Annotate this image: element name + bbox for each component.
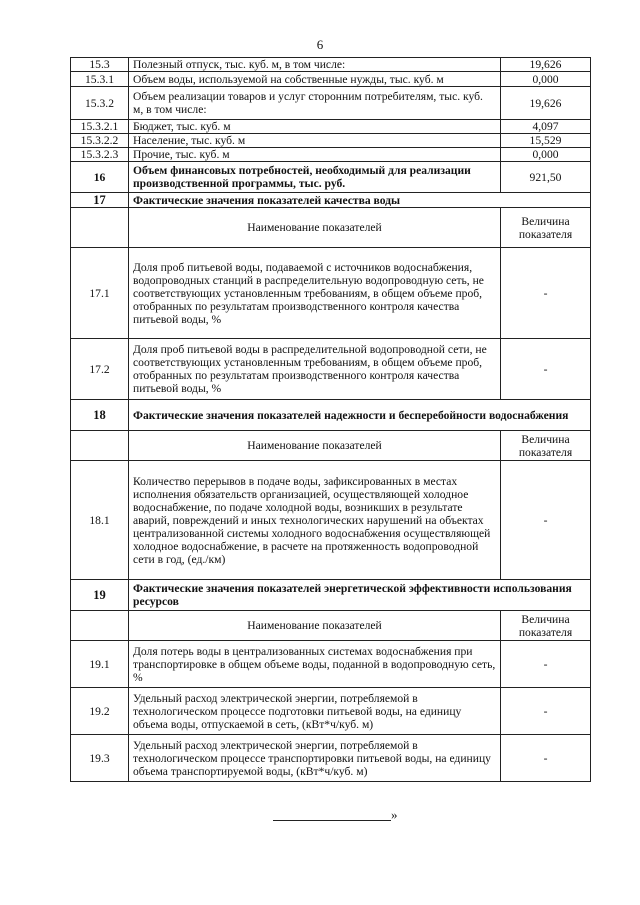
row-value: - xyxy=(501,688,591,735)
row-description: Объем реализации товаров и услуг сторонним потребителям, тыс. куб. м, в том числе: xyxy=(129,87,501,120)
closing-underline xyxy=(273,810,391,821)
row-number: 17.2 xyxy=(71,339,129,400)
header-value-label: Величина показателя xyxy=(501,208,591,248)
row-description: Доля проб питьевой воды в распределительной водопроводной сети, не соответствующих установленным требованиям, в общем объеме проб, отобранных по результатам производственного контроля качества питьевой воды, % xyxy=(129,339,501,400)
section-title: Фактические значения показателей качества воды xyxy=(129,193,591,208)
table-row xyxy=(71,735,591,782)
header-value-label: Величина показателя xyxy=(501,431,591,461)
header-spacer xyxy=(71,208,129,248)
table-row xyxy=(71,461,591,580)
table-row xyxy=(71,120,591,134)
header-spacer xyxy=(71,431,129,461)
row-value: 4,097 xyxy=(501,120,591,134)
section-title: Фактические значения показателей надежности и бесперебойности водоснабжения xyxy=(129,400,591,431)
table-row xyxy=(71,58,591,72)
column-header-row xyxy=(71,208,591,248)
row-description: Удельный расход электрической энергии, потребляемой в технологическом процессе подготовки питьевой воды, на единицу объема воды, отпускаемой в сеть, (кВт*ч/куб. м) xyxy=(129,688,501,735)
row-description: Удельный расход электрической энергии, потребляемой в технологическом процессе транспортировки питьевой воды, на единицу объема транспортируемой воды, (кВт*ч/куб. м) xyxy=(129,735,501,782)
section-row xyxy=(71,193,591,208)
row-number: 17.1 xyxy=(71,248,129,339)
row-value: - xyxy=(501,735,591,782)
row-description: Доля потерь воды в централизованных системах водоснабжения при транспортировке в общем объеме воды, поданной в водопроводную сеть, % xyxy=(129,641,501,688)
table-row xyxy=(71,134,591,148)
column-header-row xyxy=(71,431,591,461)
header-name-label: Наименование показателей xyxy=(129,208,501,248)
section-title: Фактические значения показателей энергетической эффективности использования ресурсов xyxy=(129,580,591,611)
row-value: - xyxy=(501,641,591,688)
row-number: 19.1 xyxy=(71,641,129,688)
section-number: 18 xyxy=(71,400,129,431)
header-name-label: Наименование показателей xyxy=(129,611,501,641)
section-number: 17 xyxy=(71,193,129,208)
row-number: 15.3.2.3 xyxy=(71,148,129,162)
row-value: 921,50 xyxy=(501,162,591,193)
row-description: Количество перерывов в подаче воды, зафиксированных в местах исполнения обязательств организацией, осуществляющей холодное водоснабжение, по подаче холодной воды, возникших в результате аварий, повреждений и иных технологических нарушений на объектах централизованной системы холодного водоснабжения осуществляющей холодное водоснабжение, в расчете на протяженность водопроводной сети в год, (ед./км) xyxy=(129,461,501,580)
indicators-table xyxy=(70,57,591,782)
row-number: 19.3 xyxy=(71,735,129,782)
row-value: 15,529 xyxy=(501,134,591,148)
row-description: Прочие, тыс. куб. м xyxy=(129,148,501,162)
row-number: 16 xyxy=(71,162,129,193)
section-row xyxy=(71,580,591,611)
row-description: Объем финансовых потребностей, необходимый для реализации производственной программы, тыс. руб. xyxy=(129,162,501,193)
table-row xyxy=(71,339,591,400)
row-value: - xyxy=(501,339,591,400)
row-number: 15.3.2.2 xyxy=(71,134,129,148)
row-value: 19,626 xyxy=(501,87,591,120)
row-number: 15.3 xyxy=(71,58,129,72)
row-value: 19,626 xyxy=(501,58,591,72)
closing-quote-mark: » xyxy=(391,807,398,822)
table-row xyxy=(71,148,591,162)
row-number: 18.1 xyxy=(71,461,129,580)
row-number: 15.3.2 xyxy=(71,87,129,120)
header-name-label: Наименование показателей xyxy=(129,431,501,461)
table-row xyxy=(71,87,591,120)
row-value: - xyxy=(501,248,591,339)
table-row xyxy=(71,162,591,193)
header-value-label: Величина показателя xyxy=(501,611,591,641)
row-number: 15.3.2.1 xyxy=(71,120,129,134)
header-spacer xyxy=(71,611,129,641)
row-description: Полезный отпуск, тыс. куб. м, в том числе: xyxy=(129,58,501,72)
row-description: Доля проб питьевой воды, подаваемой с источников водоснабжения, водопроводных станций в распределительную водопроводную сеть, не соответствующих установленным требованиям, в общем объеме проб, отобранных по результатам производственного контроля качества питьевой воды, % xyxy=(129,248,501,339)
row-description: Население, тыс. куб. м xyxy=(129,134,501,148)
table-row xyxy=(71,688,591,735)
table-row xyxy=(71,72,591,87)
section-row xyxy=(71,400,591,431)
row-number: 15.3.1 xyxy=(71,72,129,87)
row-description: Бюджет, тыс. куб. м xyxy=(129,120,501,134)
row-value: 0,000 xyxy=(501,72,591,87)
section-number: 19 xyxy=(71,580,129,611)
table-row xyxy=(71,248,591,339)
page-number: 6 xyxy=(316,37,324,52)
table-row xyxy=(71,641,591,688)
row-description: Объем воды, используемой на собственные нужды, тыс. куб. м xyxy=(129,72,501,87)
row-number: 19.2 xyxy=(71,688,129,735)
row-value: 0,000 xyxy=(501,148,591,162)
row-value: - xyxy=(501,461,591,580)
column-header-row xyxy=(71,611,591,641)
